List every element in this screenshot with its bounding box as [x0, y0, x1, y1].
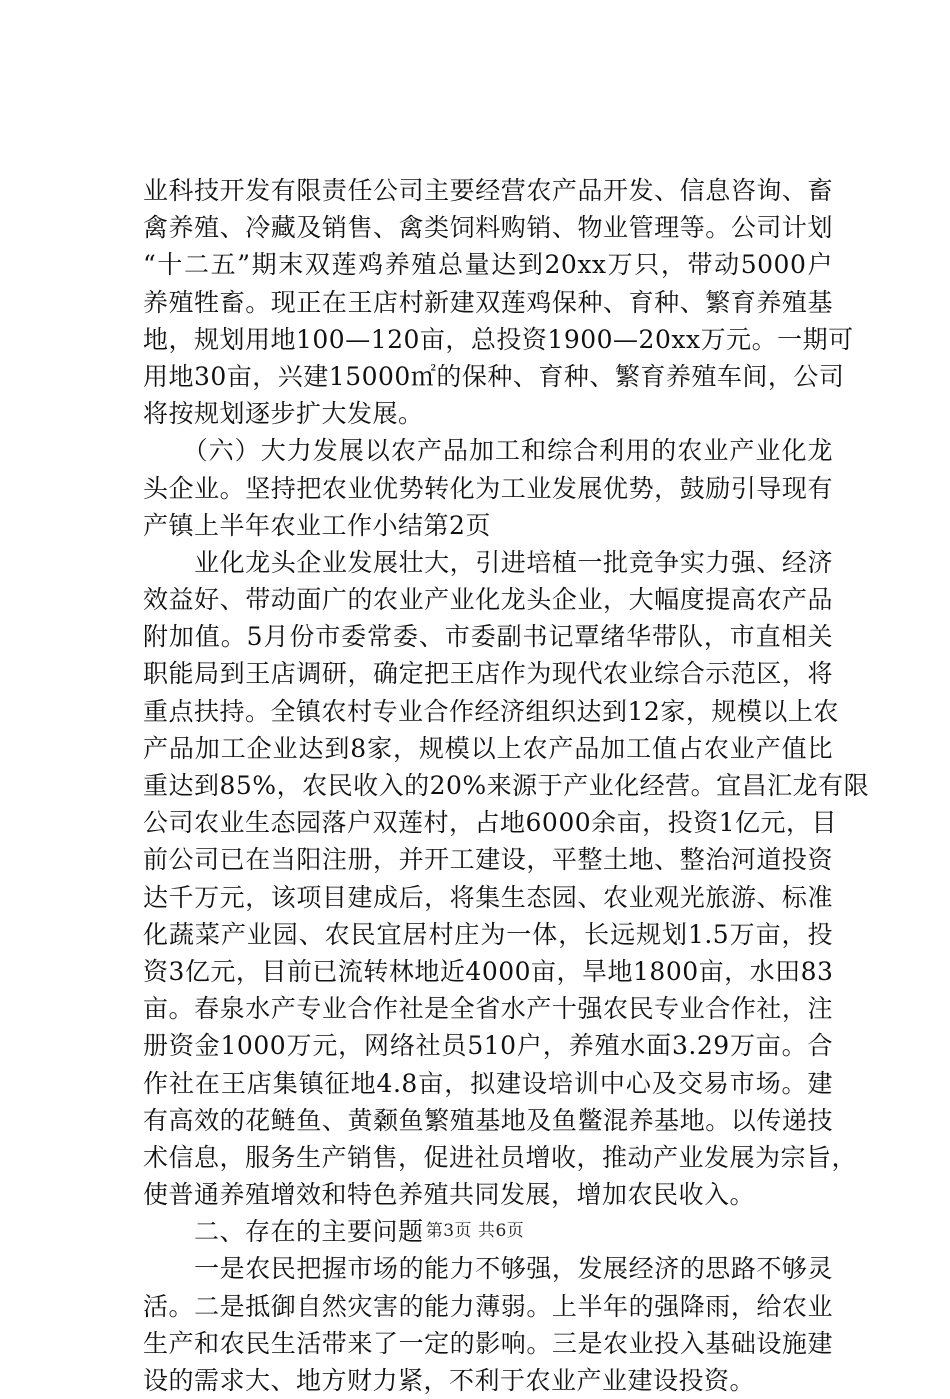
text-line: 化蔬菜产业园、农民宜居村庄为一体，长远规划1.5万亩，投 — [143, 919, 833, 949]
text-line: 公司农业生态园落户双莲村，占地6000余亩，投资1亿元，目 — [143, 808, 838, 838]
text-line: 重达到85%，农民收入的20%来源于产业化经营。宜昌汇龙有限 — [143, 771, 870, 800]
text-line: 资3亿元，目前已流转林地近4000亩，旱地1800亩，水田83 — [143, 956, 834, 986]
document-body — [143, 172, 870, 1399]
text-line: （六）大力发展以农产品加工和综合利用的农业产业化龙 — [143, 436, 833, 466]
text-line: 作社在王店集镇征地4.8亩，拟建设培训中心及交易市场。建 — [143, 1068, 833, 1098]
text-line: 业化龙头企业发展壮大，引进培植一批竞争实力强、经济 — [143, 547, 833, 577]
section-heading: 二、存在的主要问题 — [143, 1217, 424, 1247]
text-line: 术信息，服务生产销售，促进社员增收，推动产业发展为宗旨， — [143, 1142, 858, 1172]
text-line: 产品加工企业达到8家，规模以上农产品加工值占农业产值比 — [143, 733, 833, 763]
text-line: 职能局到王店调研，确定把王店作为现代农业综合示范区，将 — [143, 659, 833, 689]
text-line: 效益好、带动面广的农业产业化龙头企业，大幅度提高农产品 — [143, 585, 833, 615]
text-line: 设的需求大、地方财力紧，不利于农业产业建设投资。 — [143, 1366, 756, 1395]
text-line: 产镇上半年农业工作小结第2页 — [143, 510, 491, 540]
text-line: 附加值。5月份市委常委、市委副书记覃绪华带队，市直相关 — [143, 622, 833, 652]
text-line: 业科技开发有限责任公司主要经营农产品开发、信息咨询、畜 — [143, 176, 833, 205]
text-line: 将按规划逐步扩大发展。 — [143, 399, 424, 429]
text-line: 养殖牲畜。现正在王店村新建双莲鸡保种、育种、繁育养殖基 — [143, 287, 833, 317]
text-line: 亩。春泉水产专业合作社是全省水产十强农民专业合作社，注 — [143, 994, 833, 1024]
text-line: “十二五”期末双莲鸡养殖总量达到20xx万只，带动5000户 — [143, 250, 833, 280]
text-line: 禽养殖、冷藏及销售、禽类饲料购销、物业管理等。公司计划 — [143, 213, 833, 243]
text-line: 生产和农民生活带来了一定的影响。三是农业投入基础设施建 — [143, 1328, 833, 1358]
text-line: 地，规划用地100—120亩，总投资1900—20xx万元。一期可 — [143, 324, 854, 354]
text-line: 有高效的花鲢鱼、黄颡鱼繁殖基地及鱼鳖混养基地。以传递技 — [143, 1105, 833, 1135]
text-line: 活。二是抵御自然灾害的能力薄弱。上半年的强降雨，给农业 — [143, 1291, 833, 1321]
text-line: 册资金1000万元，网络社员510户，养殖水面3.29万亩。合 — [143, 1031, 833, 1061]
text-line: 使普通养殖增效和特色养殖共同发展，增加农民收入。 — [143, 1180, 756, 1210]
text-line: 一是农民把握市场的能力不够强，发展经济的思路不够灵 — [143, 1254, 833, 1284]
text-line: 重点扶持。全镇农村专业合作经济组织达到12家，规模以上农 — [143, 696, 839, 726]
text-line: 达千万元，该项目建成后，将集生态园、农业观光旅游、标准 — [143, 882, 833, 912]
page-number-footer: 第3页 共6页 — [425, 1221, 525, 1241]
text-line: 头企业。坚持把农业优势转化为工业发展优势，鼓励引导现有 — [143, 473, 833, 503]
text-line: 用地30亩，兴建15000㎡的保种、育种、繁育养殖车间，公司 — [143, 361, 845, 391]
text-line: 前公司已在当阳注册，并开工建设，平整土地、整治河道投资 — [143, 845, 833, 875]
